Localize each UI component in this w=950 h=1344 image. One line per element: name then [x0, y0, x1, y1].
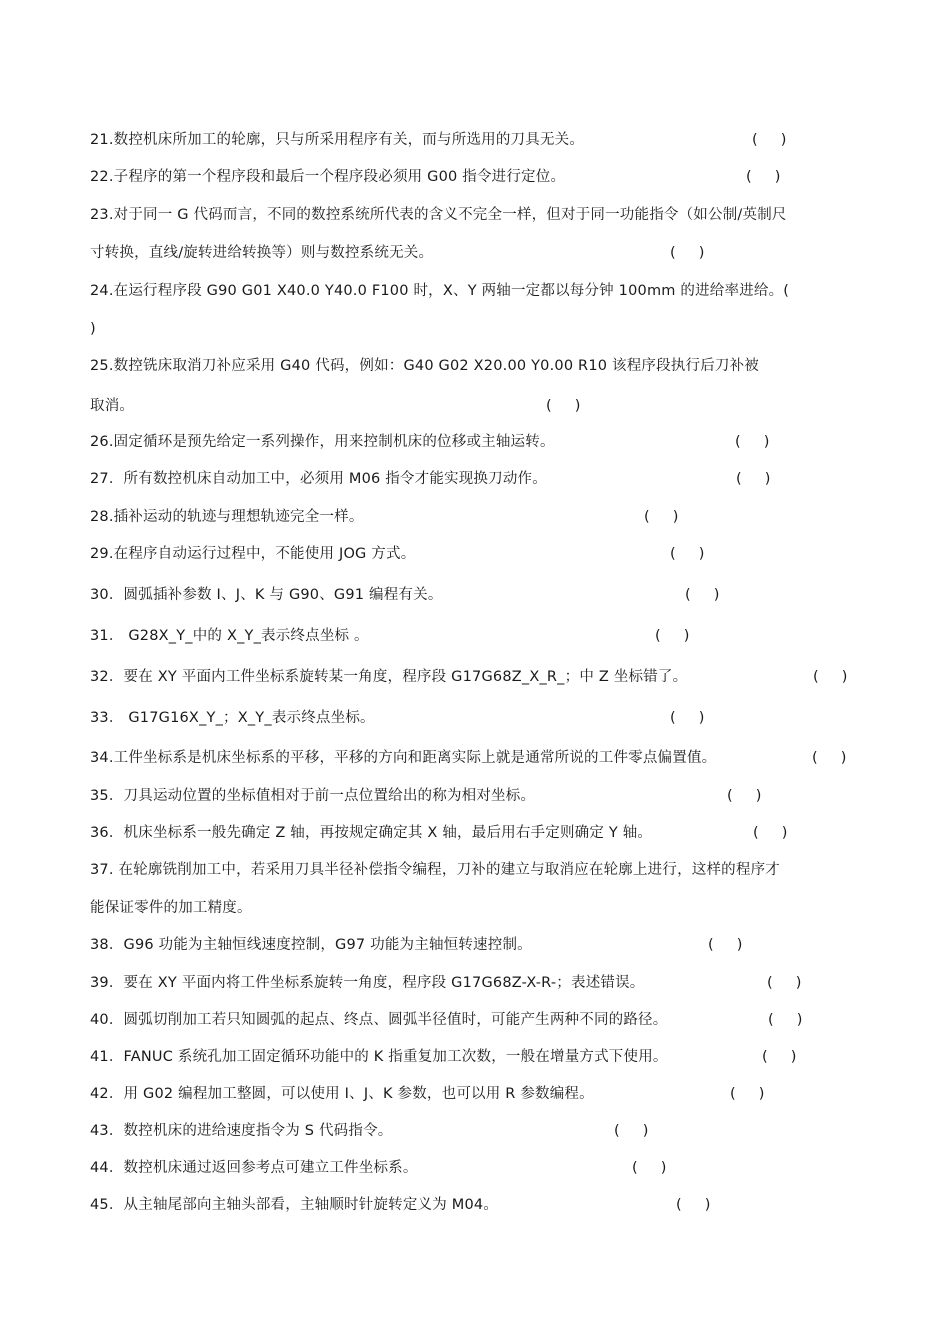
question-38-text: 38．G96 功能为主轴恒线速度控制，G97 功能为主轴恒转速控制。 — [90, 937, 532, 953]
question-43-text: 43．数控机床的进给速度指令为 S 代码指令。 — [90, 1123, 393, 1139]
question-26-text: 26.固定循环是预先给定一系列操作，用来控制机床的位移或主轴运转。 — [90, 434, 555, 450]
question-29-text: 29.在程序自动运行过程中，不能使用 JOG 方式。 — [90, 546, 416, 562]
question-26-answer-blank: ( ) — [735, 434, 770, 450]
question-36-answer-blank: ( ) — [753, 825, 788, 841]
question-35-text: 35．刀具运动位置的坐标值相对于前一点位置给出的称为相对坐标。 — [90, 788, 536, 804]
question-41-text: 41．FANUC 系统孔加工固定循环功能中的 K 指重复加工次数，一般在增量方式下使用。 — [90, 1049, 668, 1065]
question-22-text: 22.子程序的第一个程序段和最后一个程序段必须用 G00 指令进行定位。 — [90, 169, 566, 185]
question-33-answer-blank: ( ) — [670, 710, 705, 726]
question-42-answer-blank: ( ) — [730, 1086, 765, 1102]
question-45-text: 45．从主轴尾部向主轴头部看，主轴顺时针旋转定义为 M04。 — [90, 1197, 499, 1213]
question-25-text: 25.数控铣床取消刀补应采用 G40 代码，例如：G40 G02 X20.00 Y0.00 R10 该程序段执行后刀补被 — [90, 358, 759, 374]
question-23-answer-blank: ( ) — [670, 245, 705, 261]
question-23-text: 23.对于同一 G 代码而言，不同的数控系统所代表的含义不完全一样，但对于同一功能指令（如公制/英制尺 — [90, 207, 787, 223]
question-24-text-cont: ) — [90, 321, 96, 337]
question-25-answer-blank: ( ) — [546, 398, 581, 414]
question-34-text: 34.工件坐标系是机床坐标系的平移，平移的方向和距离实际上就是通常所说的工件零点偏置值。 — [90, 750, 717, 766]
question-32-answer-blank: ( ) — [813, 669, 848, 685]
question-36-text: 36．机床坐标系一般先确定 Z 轴，再按规定确定其 X 轴，最后用右手定则确定 Y 轴。 — [90, 825, 653, 841]
question-21-answer-blank: ( ) — [752, 132, 787, 148]
question-41-answer-blank: ( ) — [762, 1049, 797, 1065]
question-35-answer-blank: ( ) — [727, 788, 762, 804]
question-44-text: 44．数控机床通过返回参考点可建立工件坐标系。 — [90, 1160, 418, 1176]
question-34-answer-blank: ( ) — [812, 750, 847, 766]
question-32-text: 32．要在 XY 平面内工件坐标系旋转某一角度，程序段 G17G68Z_X_R_；中 Z 坐标错了。 — [90, 669, 688, 685]
question-23-text-cont: 寸转换，直线/旋转进给转换等）则与数控系统无关。 — [90, 245, 434, 261]
question-45-answer-blank: ( ) — [676, 1197, 711, 1213]
question-28-text: 28.插补运动的轨迹与理想轨迹完全一样。 — [90, 509, 364, 525]
question-24-text: 24.在运行程序段 G90 G01 X40.0 Y40.0 F100 时，X、Y 两轴一定都以每分钟 100mm 的进给率进给。( — [90, 283, 790, 299]
question-37-text: 37. 在轮廓铣削加工中，若采用刀具半径补偿指令编程，刀补的建立与取消应在轮廓上进行，这样的程序才 — [90, 862, 780, 878]
question-30-text: 30．圆弧插补参数 I、J、K 与 G90、G91 编程有关。 — [90, 587, 443, 603]
question-22-answer-blank: ( ) — [746, 169, 781, 185]
question-33-text: 33． G17G16X_Y_；X_Y_表示终点坐标。 — [90, 710, 375, 726]
question-21-text: 21.数控机床所加工的轮廓，只与所采用程序有关，而与所选用的刀具无关。 — [90, 132, 585, 148]
question-43-answer-blank: ( ) — [614, 1123, 649, 1139]
question-29-answer-blank: ( ) — [670, 546, 705, 562]
question-39-text: 39．要在 XY 平面内将工件坐标系旋转一角度，程序段 G17G68Z-X-R-；表述错误。 — [90, 975, 645, 991]
question-28-answer-blank: ( ) — [644, 509, 679, 525]
question-37-text-cont: 能保证零件的加工精度。 — [90, 900, 252, 916]
question-39-answer-blank: ( ) — [767, 975, 802, 991]
question-42-text: 42．用 G02 编程加工整圆，可以使用 I、J、K 参数，也可以用 R 参数编程。 — [90, 1086, 594, 1102]
question-27-answer-blank: ( ) — [736, 471, 771, 487]
question-40-text: 40．圆弧切削加工若只知圆弧的起点、终点、圆弧半径值时，可能产生两种不同的路径。 — [90, 1012, 668, 1028]
question-38-answer-blank: ( ) — [708, 937, 743, 953]
question-27-text: 27．所有数控机床自动加工中，必须用 M06 指令才能实现换刀动作。 — [90, 471, 547, 487]
question-31-answer-blank: ( ) — [655, 628, 690, 644]
question-40-answer-blank: ( ) — [768, 1012, 803, 1028]
question-31-text: 31． G28X_Y_中的 X_Y_表示终点坐标 。 — [90, 628, 369, 644]
question-25-text-cont: 取消。 — [90, 398, 135, 414]
question-44-answer-blank: ( ) — [632, 1160, 667, 1176]
question-30-answer-blank: ( ) — [685, 587, 720, 603]
